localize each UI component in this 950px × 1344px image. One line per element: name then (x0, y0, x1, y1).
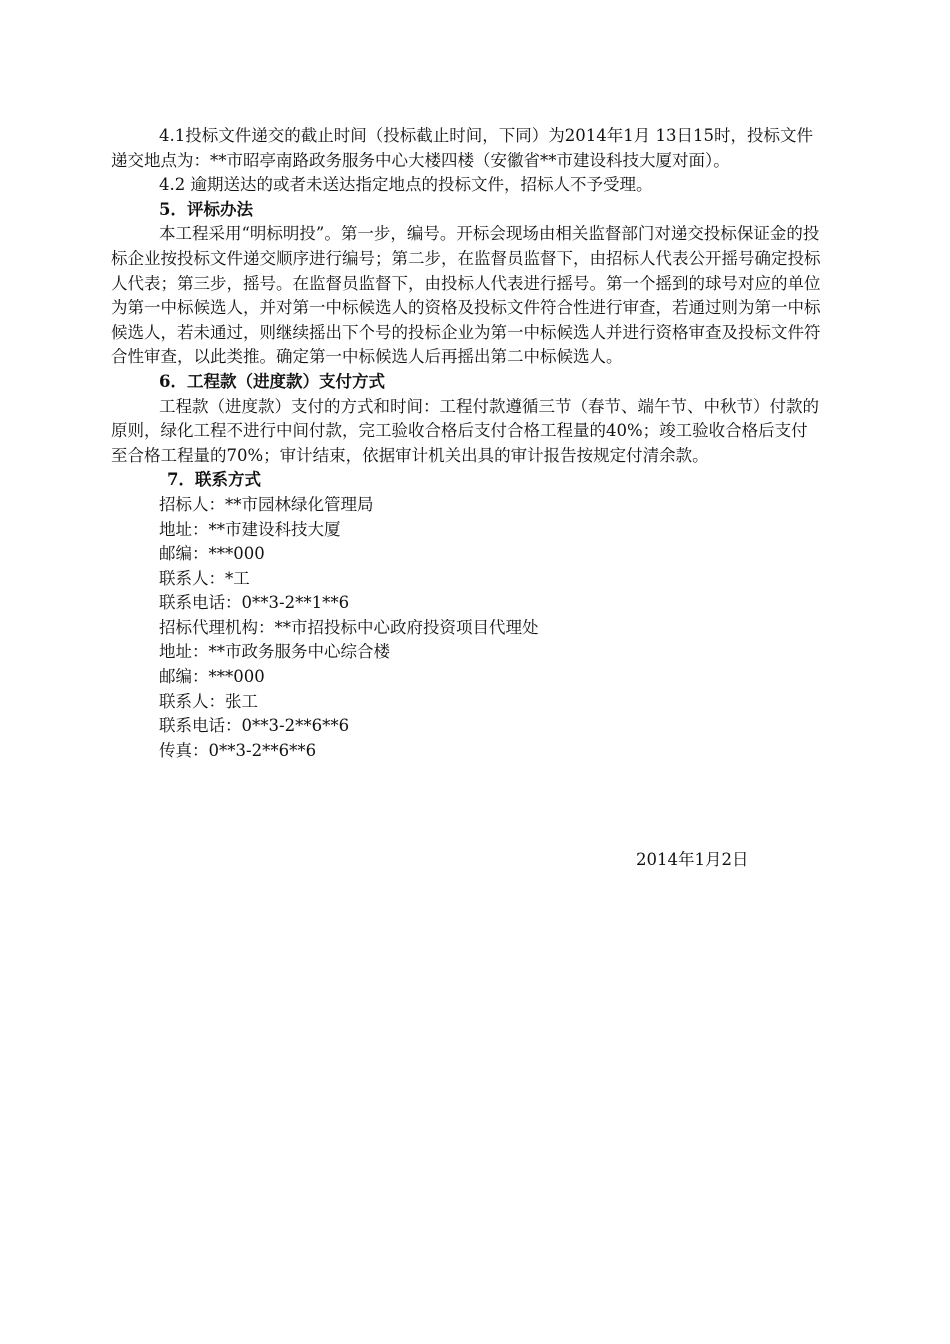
contact-tenderer-phone: 联系电话：0**3-2**1**6 (159, 593, 350, 613)
heading-payment-method: 6．工程款（进度款）支付方式 (159, 371, 385, 391)
paragraph-4-1: 4.1投标文件递交的截止时间（投标截止时间，下同）为2014年1月 13日15时，投标文件递交地点为：**市昭亭南路政务服务中心大楼四楼（安徽省**市建设科技大厦对面）。 (111, 126, 813, 170)
contact-agency-phone: 联系电话：0**3-2**6**6 (159, 716, 350, 736)
contact-agency-address: 地址：**市政务服务中心综合楼 (159, 642, 390, 662)
contact-agency-postcode: 邮编：***000 (159, 667, 265, 687)
paragraph-evaluation-method: 本工程采用“明标明投”。第一步，编号。开标会现场由相关监督部门对递交投标保证金的投标企业按投标文件递交顺序进行编号；第二步，在监督员监督下，由招标人代表公开摇号确定投标人代表；第三步，摇号。在监督员监督下，由投标人代表进行摇号。第一个摇到的球号对应的单位为第一中标候选人，并对第一中标候选人的资格及投标文件符合性进行审查，若通过则为第一中标候选人，若未通过，则继续摇出下个号的投标企业为第一中标候选人并进行资格审查及投标文件符合性审查，以此类推。确定第一中标候选人后再摇出第二中标候选人。 (111, 224, 821, 367)
contact-tenderer-address: 地址：**市建设科技大厦 (159, 519, 341, 539)
paragraph-4-2: 4.2 逾期送达的或者未送达指定地点的投标文件，招标人不予受理。 (159, 175, 653, 195)
heading-contact-info: 7．联系方式 (167, 470, 261, 490)
heading-evaluation-method: 5．评标办法 (159, 199, 253, 219)
document-body (111, 124, 823, 763)
contact-agency-person: 联系人：张工 (159, 691, 258, 711)
contact-agency: 招标代理机构：**市招投标中心政府投资项目代理处 (159, 617, 539, 637)
contact-agency-fax: 传真：0**3-2**6**6 (159, 740, 317, 760)
contact-tenderer-person: 联系人：*工 (159, 568, 250, 588)
document-date: 2014年1月2日 (636, 850, 749, 869)
contact-tenderer: 招标人：**市园林绿化管理局 (159, 494, 374, 514)
contact-tenderer-postcode: 邮编：***000 (159, 544, 265, 564)
paragraph-payment-method: 工程款（进度款）支付的方式和时间：工程付款遵循三节（春节、端午节、中秋节）付款的原则，绿化工程不进行中间付款，完工验收合格后支付合格工程量的40%；竣工验收合格后支付至合格工程量的70%；审计结束，依据审计机关出具的审计报告按规定付清余款。 (111, 396, 819, 465)
